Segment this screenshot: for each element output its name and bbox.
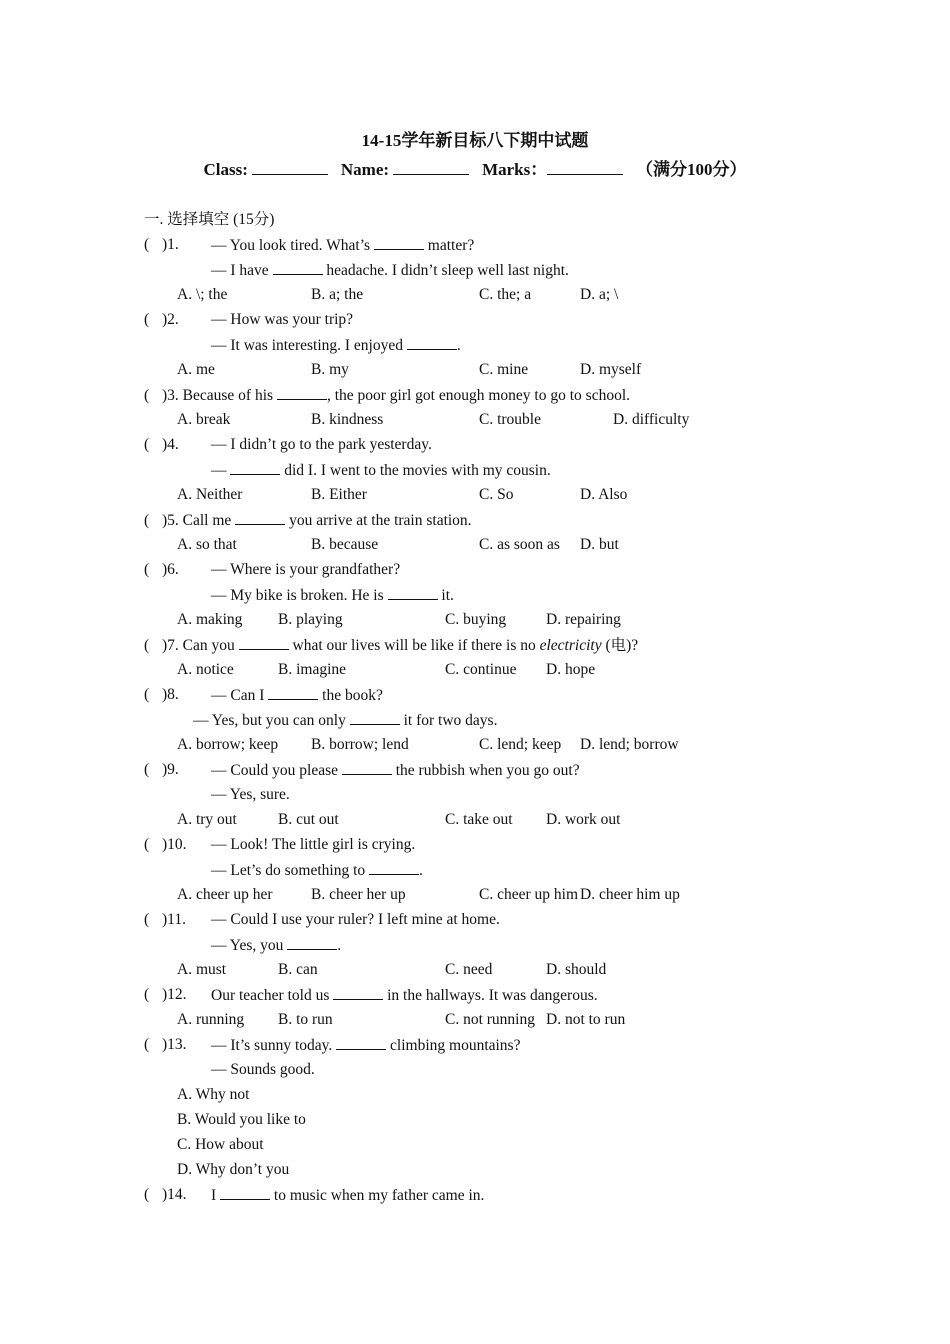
question-text: matter? xyxy=(423,237,475,254)
answer-blank[interactable] xyxy=(235,510,285,525)
answer-blank[interactable] xyxy=(230,460,280,475)
answer-paren[interactable]: ( xyxy=(144,236,150,253)
option[interactable]: B. playing xyxy=(278,611,343,628)
question-number: )7. Can you xyxy=(162,637,239,654)
question-text: — Look! The little girl is crying. xyxy=(211,836,416,853)
class-label: Class: xyxy=(203,160,248,179)
answer-blank[interactable] xyxy=(273,260,323,275)
option[interactable]: C. How about xyxy=(177,1136,264,1153)
question-6 xyxy=(144,560,179,580)
question-10 xyxy=(144,835,187,855)
question-line xyxy=(193,710,497,731)
question-text: , the poor girl got enough money to go to school. xyxy=(326,387,631,404)
option[interactable]: D. lend; borrow xyxy=(580,736,679,753)
option[interactable]: B. borrow; lend xyxy=(311,736,409,753)
question-line xyxy=(211,1060,315,1080)
option[interactable]: A. try out xyxy=(177,811,237,828)
option[interactable]: D. Also xyxy=(580,486,628,503)
answer-blank[interactable] xyxy=(287,935,337,950)
option[interactable]: A. running xyxy=(177,1011,245,1028)
answer-paren[interactable]: ( xyxy=(144,512,150,529)
option[interactable]: B. imagine xyxy=(278,661,347,678)
question-text: headache. I didn’t sleep well last night. xyxy=(322,262,569,279)
question-line xyxy=(211,460,551,481)
answer-paren[interactable]: ( xyxy=(144,311,150,328)
question-text: — Yes, you xyxy=(211,937,288,954)
option[interactable]: D. hope xyxy=(546,661,596,678)
option[interactable]: D. repairing xyxy=(546,611,621,628)
option[interactable]: B. Either xyxy=(311,486,367,503)
full-score: （满分100分） xyxy=(635,160,747,179)
answer-paren[interactable]: ( xyxy=(144,561,150,578)
option[interactable]: B. can xyxy=(278,961,318,978)
question-text: — Can I xyxy=(211,687,269,704)
question-8 xyxy=(144,685,179,705)
option[interactable]: D. a; \ xyxy=(580,286,619,303)
question-number: )12. xyxy=(162,986,187,1003)
option[interactable]: C. take out xyxy=(445,811,513,828)
question-12 xyxy=(144,985,187,1005)
answer-blank[interactable] xyxy=(333,985,383,1000)
option[interactable]: C. buying xyxy=(445,611,507,628)
name-blank[interactable] xyxy=(393,160,469,175)
question-text: I xyxy=(211,1187,221,1204)
question-9 xyxy=(144,760,179,780)
option[interactable]: D. cheer him up xyxy=(580,886,680,903)
question-line xyxy=(211,785,290,805)
option[interactable]: D. Why don’t you xyxy=(177,1161,290,1178)
question-line xyxy=(211,335,461,356)
question-text: did I. I went to the movies with my cousin. xyxy=(280,462,551,479)
question-text: to music when my father came in. xyxy=(270,1187,485,1204)
class-blank[interactable] xyxy=(252,160,328,175)
question-text: Our teacher told us xyxy=(211,987,334,1004)
question-number: )1. xyxy=(162,236,179,253)
question-text: — I have xyxy=(211,262,273,279)
answer-paren[interactable]: ( xyxy=(144,387,150,404)
answer-blank[interactable] xyxy=(268,685,318,700)
question-line xyxy=(211,1185,484,1206)
option[interactable]: A. me xyxy=(177,361,215,378)
question-text: — You look tired. What’s xyxy=(211,237,374,254)
option[interactable]: A. making xyxy=(177,611,243,628)
option[interactable]: C. lend; keep xyxy=(479,736,562,753)
option[interactable]: C. as soon as xyxy=(479,536,560,553)
question-text: — My bike is broken. He is xyxy=(211,587,388,604)
question-number: )9. xyxy=(162,761,179,778)
option[interactable]: A. so that xyxy=(177,536,237,553)
option[interactable]: C. continue xyxy=(445,661,517,678)
question-text: what our lives will be like if there is no xyxy=(288,637,540,654)
question-text: climbing mountains? xyxy=(386,1037,521,1054)
question-text: — xyxy=(211,462,231,479)
option[interactable]: A. must xyxy=(177,961,227,978)
answer-paren[interactable]: ( xyxy=(144,761,150,778)
question-text: — Sounds good. xyxy=(211,1061,315,1078)
option[interactable]: D. not to run xyxy=(546,1011,626,1028)
question-14 xyxy=(144,1185,187,1205)
section-heading: 一. 选择填空 (15分) xyxy=(144,211,275,228)
question-text: — It was interesting. I enjoyed xyxy=(211,337,407,354)
question-text: — I didn’t go to the park yesterday. xyxy=(211,436,432,453)
option[interactable]: C. trouble xyxy=(479,411,541,428)
answer-paren[interactable]: ( xyxy=(144,836,150,853)
option[interactable]: B. kindness xyxy=(311,411,384,428)
question-number: )3. Because of his xyxy=(162,387,277,404)
answer-blank[interactable] xyxy=(277,385,327,400)
question-4 xyxy=(144,435,179,455)
option[interactable]: B. Would you like to xyxy=(177,1111,306,1128)
question-text: — It’s sunny today. xyxy=(211,1037,337,1054)
answer-blank[interactable] xyxy=(407,335,457,350)
answer-paren[interactable]: ( xyxy=(144,1036,150,1053)
question-number: )4. xyxy=(162,436,179,453)
question-text: the rubbish when you go out? xyxy=(391,762,580,779)
option[interactable]: B. a; the xyxy=(311,286,364,303)
option[interactable]: C. cheer up him xyxy=(479,886,579,903)
question-text: — How was your trip? xyxy=(211,311,354,328)
question-text: — Where is your grandfather? xyxy=(211,561,401,578)
italic-word: electricity xyxy=(539,637,602,654)
question-number: )14. xyxy=(162,1186,187,1203)
question-text: it. xyxy=(437,587,454,604)
question-text: (电)? xyxy=(601,637,639,654)
question-line xyxy=(211,985,598,1006)
question-line xyxy=(211,235,474,256)
question-text: — Yes, sure. xyxy=(211,786,290,803)
option[interactable]: C. So xyxy=(479,486,514,503)
option[interactable]: C. need xyxy=(445,961,493,978)
answer-paren[interactable]: ( xyxy=(144,686,150,703)
question-text: in the hallways. It was dangerous. xyxy=(383,987,598,1004)
question-line xyxy=(211,910,500,930)
option[interactable]: A. Neither xyxy=(177,486,243,503)
option[interactable]: D. difficulty xyxy=(613,411,690,428)
answer-paren[interactable]: ( xyxy=(144,986,150,1003)
question-line xyxy=(211,435,432,455)
option[interactable]: A. Why not xyxy=(177,1086,250,1103)
name-label: Name: xyxy=(340,160,390,179)
question-7 xyxy=(144,635,638,656)
question-text: it for two days. xyxy=(399,712,498,729)
option[interactable]: B. because xyxy=(311,536,379,553)
question-text: — Could you please xyxy=(211,762,342,779)
answer-blank[interactable] xyxy=(374,235,424,250)
question-number: )13. xyxy=(162,1036,187,1053)
question-text: . xyxy=(456,337,461,354)
option[interactable]: B. to run xyxy=(278,1011,333,1028)
question-line xyxy=(211,1035,520,1056)
question-number: )11. xyxy=(162,911,186,928)
option[interactable]: B. my xyxy=(311,361,349,378)
option[interactable]: C. the; a xyxy=(479,286,532,303)
question-number: )5. Call me xyxy=(162,512,236,529)
question-13 xyxy=(144,1035,187,1055)
question-text: . xyxy=(337,937,342,954)
answer-blank[interactable] xyxy=(388,585,438,600)
question-text: . xyxy=(419,862,423,879)
question-text: the book? xyxy=(318,687,383,704)
answer-blank[interactable] xyxy=(342,760,392,775)
marks-blank[interactable] xyxy=(547,160,623,175)
question-line xyxy=(211,685,383,706)
option[interactable]: D. but xyxy=(580,536,619,553)
option[interactable]: B. cheer her up xyxy=(311,886,406,903)
question-number: )6. xyxy=(162,561,179,578)
answer-blank[interactable] xyxy=(239,635,289,650)
question-line xyxy=(211,560,400,580)
question-2 xyxy=(144,310,179,330)
question-line xyxy=(211,935,341,956)
question-text: — Yes, but you can only xyxy=(193,712,350,729)
question-1 xyxy=(144,235,179,255)
answer-paren[interactable]: ( xyxy=(144,1186,150,1203)
question-number: )8. xyxy=(162,686,179,703)
question-line xyxy=(211,585,454,606)
option[interactable]: C. not running xyxy=(445,1011,535,1028)
question-text: you arrive at the train station. xyxy=(285,512,472,529)
marks-label: Marks： xyxy=(482,160,548,179)
question-number: )2. xyxy=(162,311,179,328)
answer-paren[interactable]: ( xyxy=(144,637,150,654)
question-3 xyxy=(144,385,630,406)
option[interactable]: A. notice xyxy=(177,661,234,678)
answer-blank[interactable] xyxy=(350,710,400,725)
question-text: — Let’s do something to xyxy=(211,862,370,879)
question-line xyxy=(211,835,415,855)
option[interactable]: C. mine xyxy=(479,361,529,378)
option[interactable]: D. myself xyxy=(580,361,642,378)
question-11 xyxy=(144,910,186,930)
answer-blank[interactable] xyxy=(336,1035,386,1050)
option[interactable]: A. break xyxy=(177,411,231,428)
option[interactable]: B. cut out xyxy=(278,811,339,828)
option[interactable]: D. should xyxy=(546,961,607,978)
question-line xyxy=(211,260,569,281)
question-5 xyxy=(144,510,472,531)
question-line xyxy=(211,860,423,881)
answer-blank[interactable] xyxy=(369,860,419,875)
question-line xyxy=(211,760,580,781)
option[interactable]: A. cheer up her xyxy=(177,886,273,903)
question-number: )10. xyxy=(162,836,187,853)
question-text: — Could I use your ruler? I left mine at home. xyxy=(211,911,500,928)
student-info-line xyxy=(0,155,950,180)
page-title: 14-15学年新目标八下期中试题 xyxy=(361,131,589,150)
option[interactable]: A. \; the xyxy=(177,286,228,303)
option[interactable]: A. borrow; keep xyxy=(177,736,279,753)
option[interactable]: D. work out xyxy=(546,811,621,828)
answer-paren[interactable]: ( xyxy=(144,436,150,453)
answer-paren[interactable]: ( xyxy=(144,911,150,928)
question-line xyxy=(211,310,353,330)
answer-blank[interactable] xyxy=(220,1185,270,1200)
